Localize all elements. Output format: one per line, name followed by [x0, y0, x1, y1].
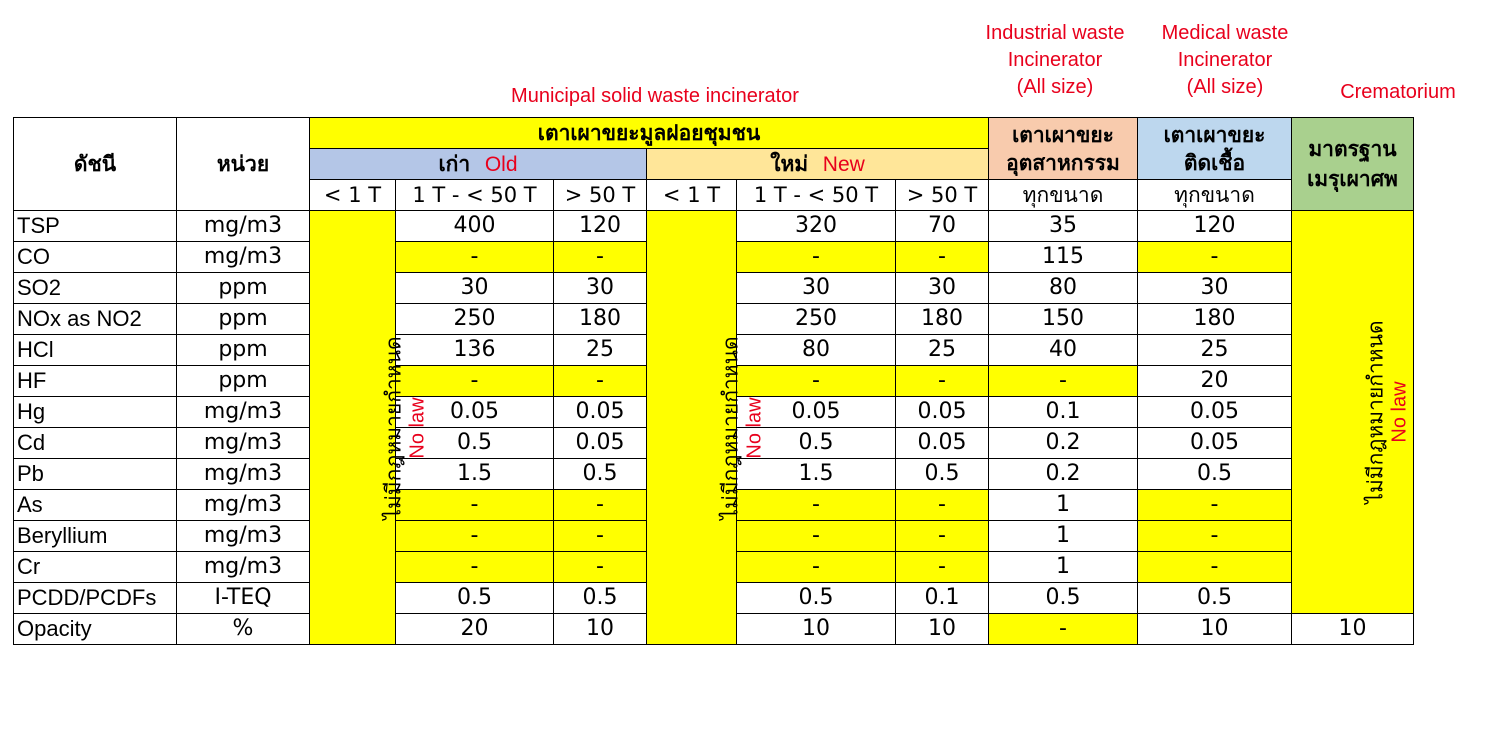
medical-value-cell: 25	[1138, 335, 1292, 366]
medical-value-cell: -	[1138, 552, 1292, 583]
industrial-value-cell: 1	[989, 552, 1138, 583]
industrial-header-line2: อุตสาหกรรม	[1006, 150, 1120, 175]
new-small-no-law	[647, 211, 766, 645]
new-value-cell: 0.05	[737, 397, 896, 428]
unit-cell: mg/m3	[177, 490, 310, 521]
new-value-cell: -	[896, 242, 989, 273]
header-row-1	[14, 118, 1414, 149]
medical-size-header: ทุกขนาด	[1138, 180, 1292, 211]
crematorium-note: Crematorium	[1340, 81, 1456, 103]
old-value-cell: 20	[396, 614, 554, 645]
index-cell: Hg	[14, 397, 177, 428]
new-value-cell: -	[737, 242, 896, 273]
no-law-en: No law	[406, 396, 429, 459]
crematorium-header-line1: มาตรฐาน	[1308, 137, 1397, 161]
old-value-cell: 0.05	[554, 428, 647, 459]
old-value-cell: -	[396, 242, 554, 273]
crematorium-header-line2: เมรุเผาศพ	[1307, 167, 1398, 191]
old-value-cell: -	[554, 552, 647, 583]
new-header	[647, 149, 989, 180]
size-header: 1 T - < 50 T	[737, 180, 896, 211]
msw-note: Municipal solid waste incinerator	[511, 85, 799, 107]
unit-cell: mg/m3	[177, 211, 310, 242]
industrial-value-cell: 1	[989, 490, 1138, 521]
index-cell: HF	[14, 366, 177, 397]
old-value-cell: 10	[554, 614, 647, 645]
index-cell: HCl	[14, 335, 177, 366]
new-value-cell: -	[896, 490, 989, 521]
new-value-cell: -	[737, 366, 896, 397]
new-value-cell: 180	[896, 304, 989, 335]
old-value-cell: 400	[396, 211, 554, 242]
new-value-cell: 30	[896, 273, 989, 304]
medical-value-cell: -	[1138, 521, 1292, 552]
index-cell: NOx as NO2	[14, 304, 177, 335]
old-value-cell: 1.5	[396, 459, 554, 490]
msw-group-header: เตาเผาขยะมูลฝอยชุมชน	[310, 118, 989, 149]
industrial-note-line3: (All size)	[1016, 76, 1094, 98]
table-row	[14, 211, 1414, 242]
old-label: เก่า	[438, 151, 471, 176]
size-header: > 50 T	[554, 180, 647, 211]
old-value-cell: 0.5	[396, 428, 554, 459]
medical-header-line1: เตาเผาขยะ	[1163, 122, 1266, 147]
crematorium-value-cell: 10	[1292, 614, 1414, 645]
old-value-cell: -	[554, 490, 647, 521]
industrial-value-cell: 150	[989, 304, 1138, 335]
old-value-cell: 0.05	[396, 397, 554, 428]
medical-value-cell: 0.05	[1138, 428, 1292, 459]
unit-cell: ppm	[177, 304, 310, 335]
old-value-cell: 120	[554, 211, 647, 242]
new-label-en: New	[822, 152, 865, 176]
medical-value-cell: 10	[1138, 614, 1292, 645]
industrial-note-line2: Incinerator	[1007, 49, 1103, 71]
index-cell: As	[14, 490, 177, 521]
medical-header-line2: ติดเชื้อ	[1183, 150, 1246, 175]
industrial-header-line1: เตาเผาขยะ	[1012, 122, 1114, 147]
index-cell: Opacity	[14, 614, 177, 645]
old-value-cell: -	[554, 521, 647, 552]
index-cell: SO2	[14, 273, 177, 304]
index-cell: Cr	[14, 552, 177, 583]
unit-header: หน่วย	[177, 118, 310, 211]
old-value-cell: 0.5	[554, 583, 647, 614]
industrial-header	[989, 118, 1138, 180]
new-value-cell: -	[896, 552, 989, 583]
new-value-cell: 0.5	[896, 459, 989, 490]
size-header: > 50 T	[896, 180, 989, 211]
size-header: 1 T - < 50 T	[396, 180, 554, 211]
new-value-cell: 1.5	[737, 459, 896, 490]
old-label-en: Old	[484, 152, 518, 176]
index-cell: CO	[14, 242, 177, 273]
unit-cell: mg/m3	[177, 552, 310, 583]
old-header	[310, 149, 647, 180]
old-value-cell: -	[396, 490, 554, 521]
new-value-cell: -	[896, 521, 989, 552]
new-value-cell: 80	[737, 335, 896, 366]
industrial-value-cell: 115	[989, 242, 1138, 273]
medical-value-cell: 20	[1138, 366, 1292, 397]
old-value-cell: 0.5	[554, 459, 647, 490]
new-value-cell: 70	[896, 211, 989, 242]
new-value-cell: -	[737, 552, 896, 583]
old-value-cell: -	[396, 521, 554, 552]
new-value-cell: 30	[737, 273, 896, 304]
index-cell: PCDD/PCDFs	[14, 583, 177, 614]
size-header: < 1 T	[310, 180, 396, 211]
unit-cell: I-TEQ	[177, 583, 310, 614]
unit-cell: mg/m3	[177, 428, 310, 459]
unit-cell: mg/m3	[177, 521, 310, 552]
new-label: ใหม่	[770, 151, 809, 176]
old-value-cell: 180	[554, 304, 647, 335]
no-law-th: ไม่มีกฎหมายกำหนด	[718, 335, 743, 520]
new-value-cell: 25	[896, 335, 989, 366]
size-header: < 1 T	[647, 180, 737, 211]
no-law-en: No law	[1388, 381, 1411, 443]
new-value-cell: 10	[737, 614, 896, 645]
new-value-cell: 0.05	[896, 397, 989, 428]
unit-cell: mg/m3	[177, 242, 310, 273]
new-value-cell: -	[737, 521, 896, 552]
medical-note	[1135, 20, 1315, 101]
index-header: ดัชนี	[14, 118, 177, 211]
no-law-th: ไม่มีกฎหมายกำหนด	[381, 335, 406, 520]
medical-value-cell: 180	[1138, 304, 1292, 335]
old-value-cell: 30	[554, 273, 647, 304]
old-small-no-law	[310, 211, 429, 645]
new-value-cell: 0.05	[896, 428, 989, 459]
unit-cell: ppm	[177, 335, 310, 366]
medical-value-cell: 0.5	[1138, 459, 1292, 490]
new-value-cell: -	[896, 366, 989, 397]
old-value-cell: 25	[554, 335, 647, 366]
no-law-en: No law	[743, 396, 766, 459]
new-value-cell: 320	[737, 211, 896, 242]
new-value-cell: 10	[896, 614, 989, 645]
industrial-value-cell: 0.2	[989, 459, 1138, 490]
unit-cell: ppm	[177, 273, 310, 304]
emission-standards-table	[13, 117, 1414, 645]
index-cell: Cd	[14, 428, 177, 459]
old-value-cell: -	[396, 366, 554, 397]
old-value-cell: -	[554, 242, 647, 273]
industrial-value-cell: 0.5	[989, 583, 1138, 614]
unit-cell: mg/m3	[177, 459, 310, 490]
industrial-value-cell: 80	[989, 273, 1138, 304]
industrial-value-cell: 0.1	[989, 397, 1138, 428]
medical-note-line3: (All size)	[1186, 76, 1264, 98]
medical-value-cell: -	[1138, 490, 1292, 521]
industrial-value-cell: 0.2	[989, 428, 1138, 459]
new-value-cell: 0.5	[737, 428, 896, 459]
medical-note-line1: Medical waste	[1161, 22, 1289, 44]
medical-value-cell: 120	[1138, 211, 1292, 242]
industrial-value-cell: 1	[989, 521, 1138, 552]
old-value-cell: -	[554, 366, 647, 397]
crematorium-header	[1292, 118, 1414, 211]
old-value-cell: 30	[396, 273, 554, 304]
medical-value-cell: 0.5	[1138, 583, 1292, 614]
new-value-cell: 0.5	[737, 583, 896, 614]
industrial-note-line1: Industrial waste	[985, 22, 1125, 44]
index-cell: Beryllium	[14, 521, 177, 552]
old-value-cell: 136	[396, 335, 554, 366]
index-cell: Pb	[14, 459, 177, 490]
new-value-cell: 250	[737, 304, 896, 335]
industrial-value-cell: -	[989, 366, 1138, 397]
industrial-value-cell: -	[989, 614, 1138, 645]
old-value-cell: 0.5	[396, 583, 554, 614]
no-law-th: ไม่มีกฎหมายกำหนด	[1363, 320, 1388, 504]
new-value-cell: -	[737, 490, 896, 521]
unit-cell: ppm	[177, 366, 310, 397]
old-value-cell: 0.05	[554, 397, 647, 428]
old-value-cell: 250	[396, 304, 554, 335]
industrial-value-cell: 35	[989, 211, 1138, 242]
industrial-note	[965, 20, 1145, 101]
medical-header	[1138, 118, 1292, 180]
index-cell: TSP	[14, 211, 177, 242]
medical-note-line2: Incinerator	[1177, 49, 1273, 71]
old-value-cell: -	[396, 552, 554, 583]
medical-value-cell: -	[1138, 242, 1292, 273]
crematorium-no-law	[1292, 211, 1414, 614]
unit-cell: mg/m3	[177, 397, 310, 428]
medical-value-cell: 30	[1138, 273, 1292, 304]
medical-value-cell: 0.05	[1138, 397, 1292, 428]
industrial-size-header: ทุกขนาด	[989, 180, 1138, 211]
new-value-cell: 0.1	[896, 583, 989, 614]
industrial-value-cell: 40	[989, 335, 1138, 366]
unit-cell: %	[177, 614, 310, 645]
